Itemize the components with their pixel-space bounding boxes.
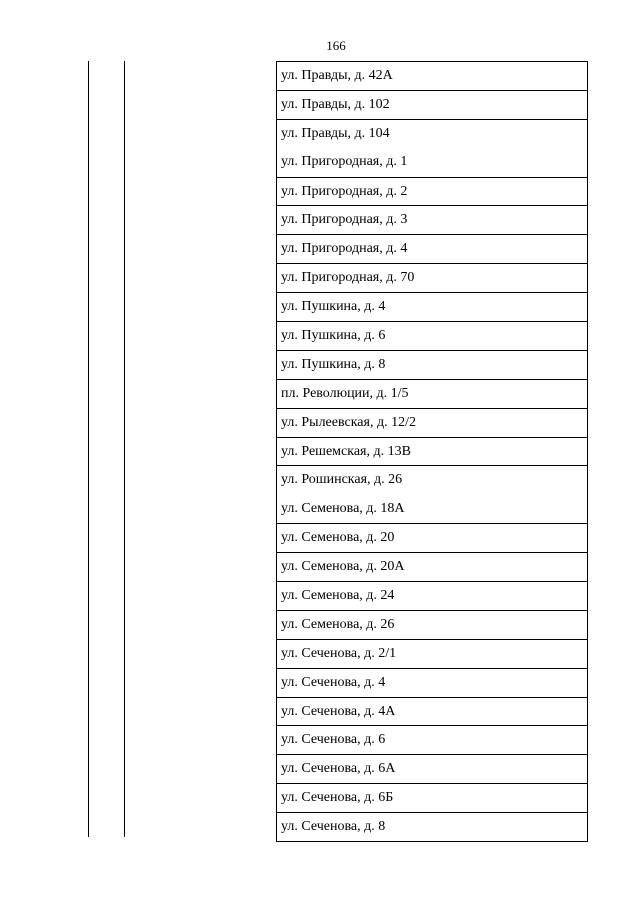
address-row: ул. Семенова, д. 26 <box>277 610 587 639</box>
address-row: ул. Семенова, д. 20А <box>277 552 587 581</box>
address-row: ул. Сеченова, д. 6 <box>277 725 587 754</box>
address-row: ул. Пригородная, д. 1 <box>281 154 408 170</box>
address-row: ул. Правды, д. 102 <box>277 90 587 119</box>
address-row: ул. Пушкина, д. 8 <box>277 350 587 379</box>
address-row: ул. Семенова, д. 20 <box>277 523 587 552</box>
address-row: ул. Семенова, д. 24 <box>277 581 587 610</box>
address-row: ул. Сеченова, д. 4 <box>277 668 587 697</box>
address-row: ул. Сеченова, д. 8 <box>277 812 587 841</box>
address-row: ул. Пушкина, д. 6 <box>277 321 587 350</box>
address-row: ул. Сеченова, д. 2/1 <box>277 639 587 668</box>
address-row: ул. Рылеевская, д. 12/2 <box>277 408 587 437</box>
address-row: ул. Пригородная, д. 70 <box>277 263 587 292</box>
address-row: ул. Сеченова, д. 4А <box>277 697 587 726</box>
address-row: ул. Семенова, д. 18А <box>281 500 405 516</box>
address-row: ул. Правды, д. 42А <box>277 61 587 90</box>
address-row: ул. Сеченова, д. 6А <box>277 754 587 783</box>
address-row: ул. Пригородная, д. 3 <box>277 205 587 234</box>
address-row: ул. Пригородная, д. 4 <box>277 234 587 263</box>
page-number: 166 <box>326 38 346 53</box>
table-column-border-left <box>88 61 89 837</box>
address-row: ул. Решемская, д. 13В <box>277 437 587 466</box>
address-row: ул. Сеченова, д. 6Б <box>277 783 587 812</box>
address-row: пл. Революции, д. 1/5 <box>277 379 587 408</box>
table-column-border-middle <box>124 61 125 837</box>
address-row: ул. Рошинская, д. 26 <box>277 465 587 494</box>
address-row: ул. Пригородная, д. 2 <box>277 177 587 206</box>
address-table <box>276 61 588 842</box>
address-row: ул. Пушкина, д. 4 <box>277 292 587 321</box>
address-row: ул. Правды, д. 104 <box>277 119 587 148</box>
